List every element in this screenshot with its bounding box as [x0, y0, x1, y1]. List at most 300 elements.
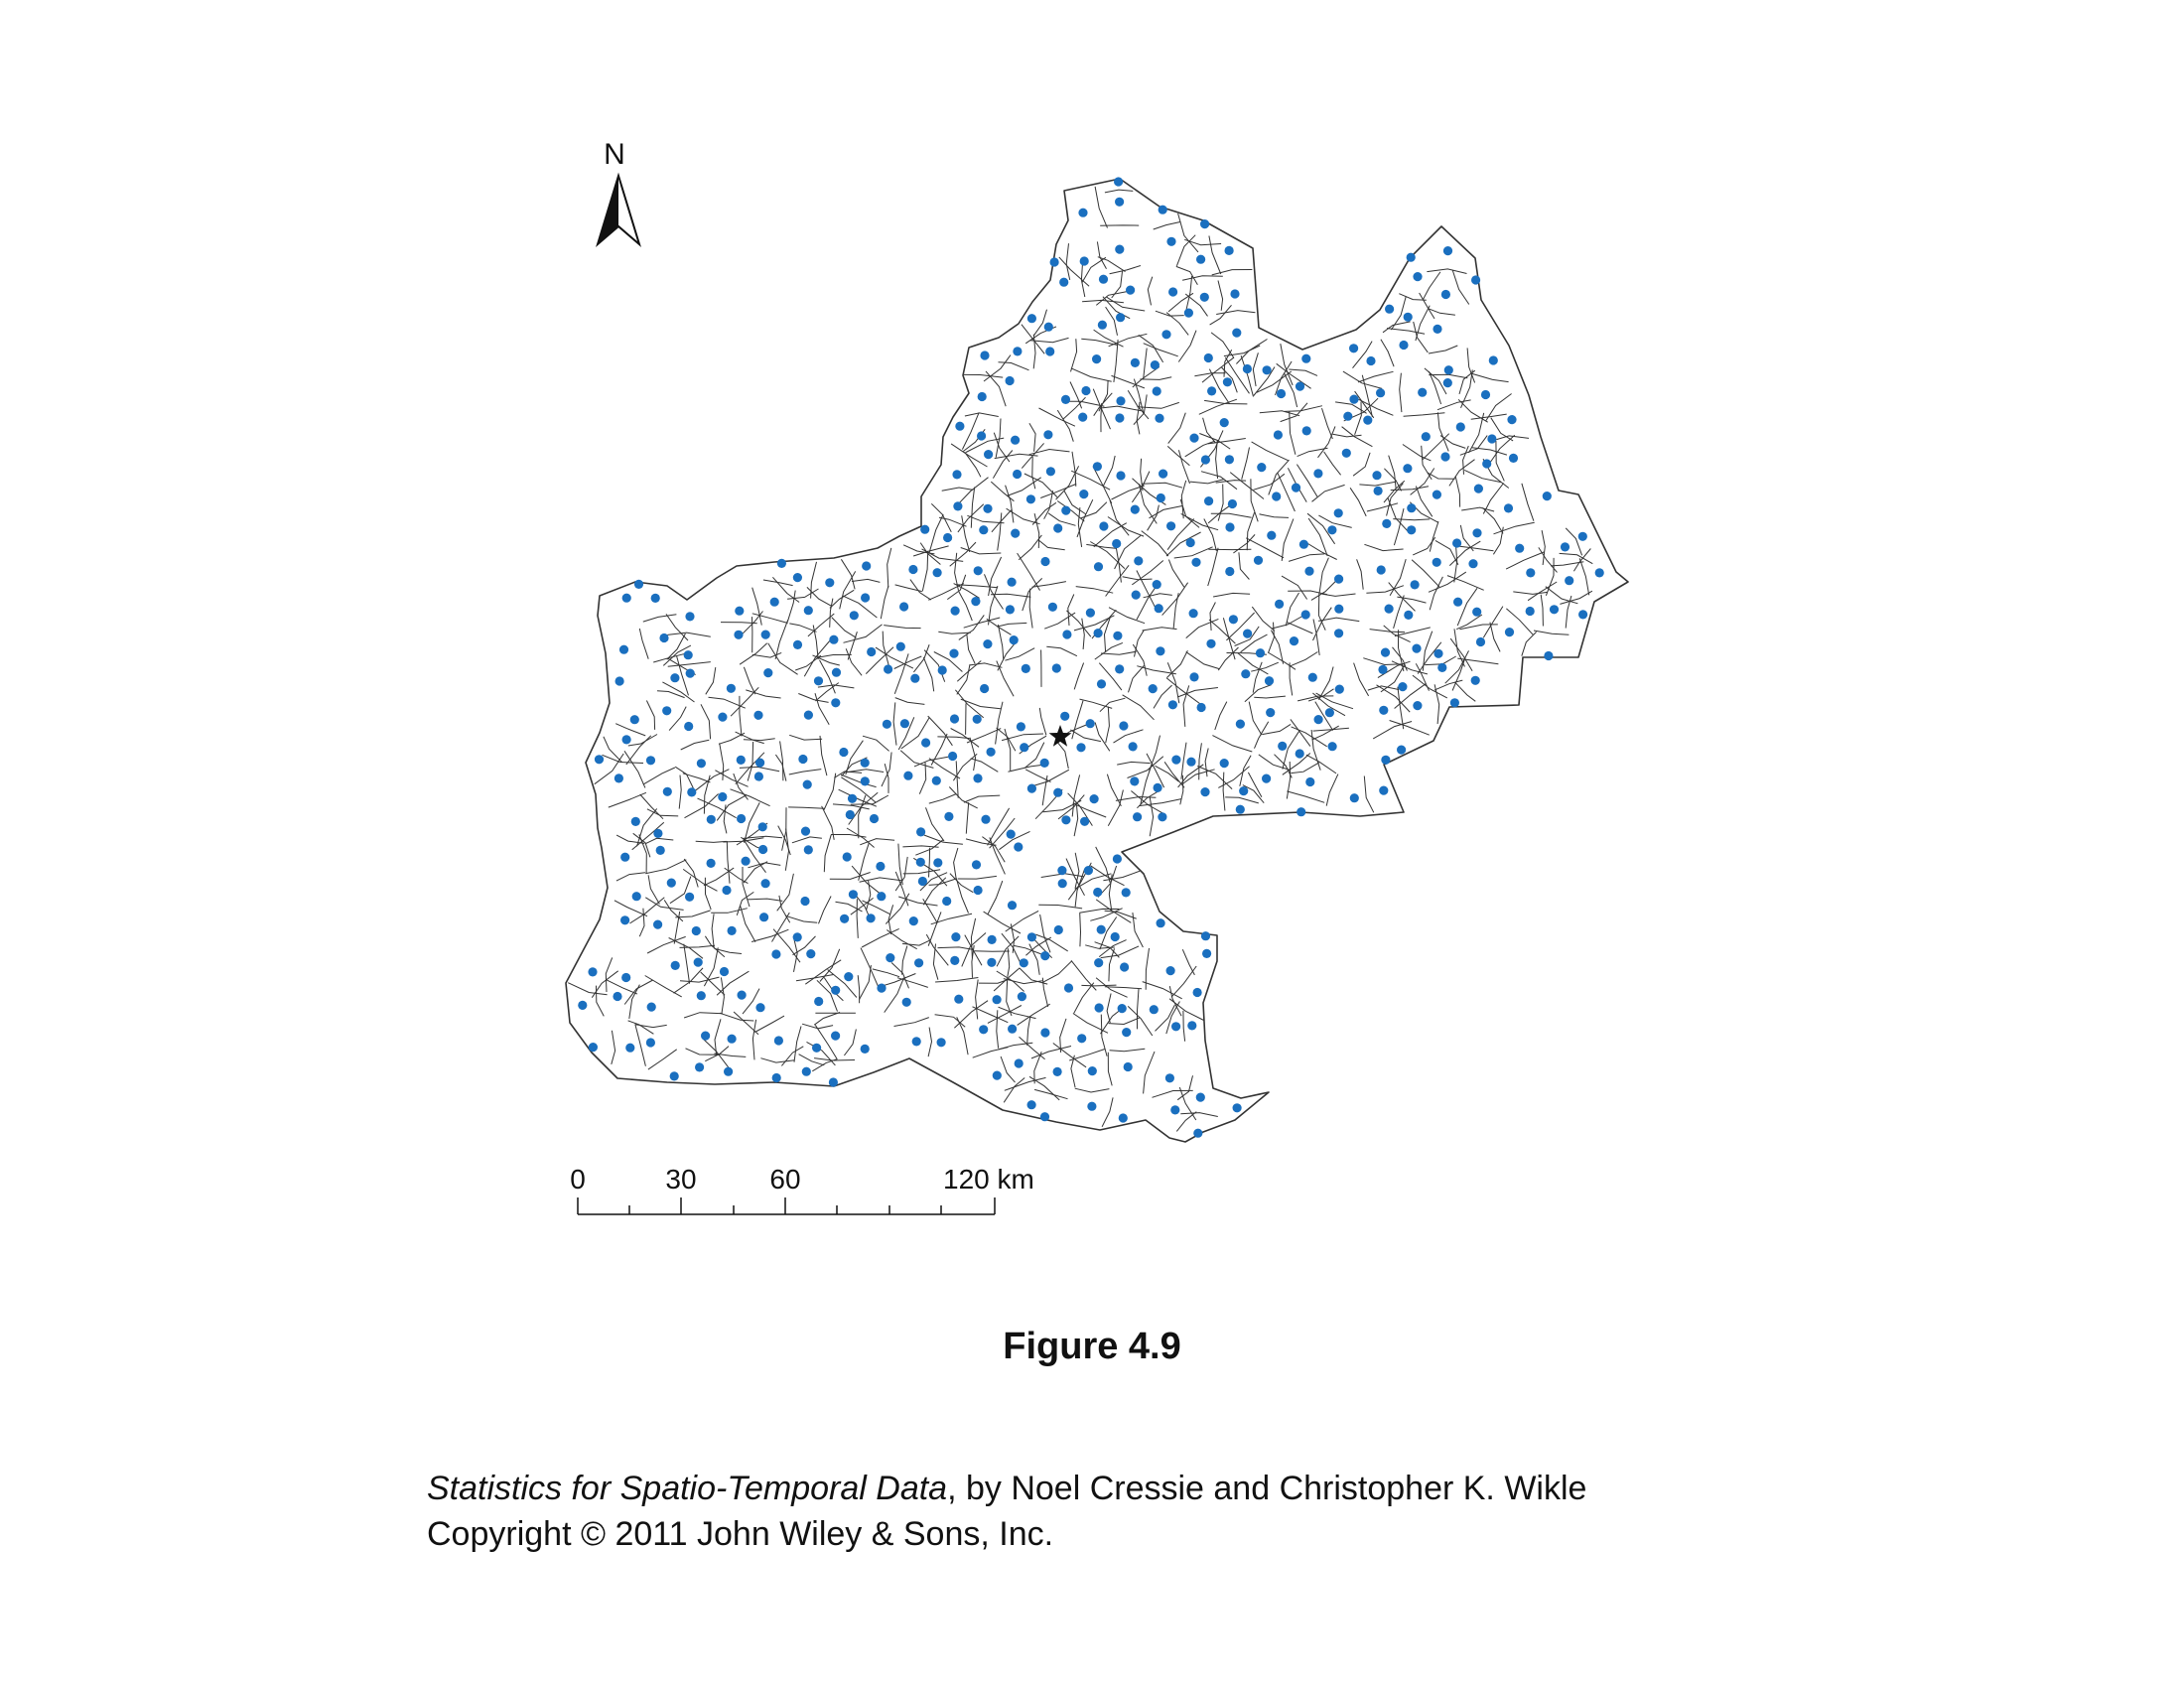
station-dot — [1363, 416, 1372, 425]
station-dot — [1010, 635, 1019, 644]
station-dot — [849, 890, 858, 899]
station-dot — [1565, 576, 1573, 585]
station-dot — [1171, 1022, 1180, 1031]
station-dot — [1026, 494, 1035, 503]
station-dot — [1119, 1113, 1128, 1122]
station-dot — [1008, 578, 1017, 587]
station-dot — [1223, 377, 1232, 386]
station-dot — [1013, 347, 1022, 355]
station-dot — [1131, 504, 1140, 513]
station-dot — [1334, 605, 1343, 614]
station-dot — [1267, 531, 1276, 540]
station-dot — [1044, 323, 1053, 332]
station-dot — [1328, 742, 1337, 751]
station-dot — [983, 504, 992, 513]
station-dot — [735, 607, 744, 616]
station-dot — [903, 772, 912, 780]
station-dot — [910, 674, 919, 683]
station-dot — [578, 1001, 587, 1010]
station-dot — [955, 422, 964, 431]
station-dot — [1204, 496, 1213, 505]
station-dot — [1275, 600, 1284, 609]
station-dot — [1433, 558, 1441, 567]
station-dot — [1398, 682, 1407, 691]
station-dot — [1116, 396, 1125, 405]
station-dot — [684, 650, 693, 659]
station-dot — [1325, 708, 1334, 717]
station-dot — [653, 920, 662, 929]
station-dot — [1078, 413, 1087, 422]
station-dot — [1189, 672, 1198, 681]
station-dot — [1433, 325, 1441, 334]
station-dot — [977, 431, 986, 440]
station-dot — [953, 501, 962, 510]
station-dot — [1122, 888, 1131, 897]
credit-block — [427, 1466, 1586, 1557]
station-dot — [912, 1037, 921, 1046]
station-dot — [952, 470, 961, 479]
station-dot — [1114, 177, 1123, 186]
station-dot — [1095, 1003, 1104, 1012]
station-dot — [615, 676, 624, 685]
station-dot — [886, 953, 894, 962]
station-dot — [1236, 805, 1245, 814]
station-dot — [685, 893, 694, 902]
station-dot — [1334, 629, 1343, 637]
station-dot — [621, 973, 630, 982]
station-dot — [949, 649, 958, 658]
station-dot — [755, 1003, 764, 1012]
station-dot — [1171, 756, 1180, 765]
station-dot — [1526, 607, 1535, 616]
station-dot — [1189, 609, 1198, 618]
station-dot — [659, 633, 668, 642]
station-dot — [1207, 386, 1216, 395]
scale-label-120: 120 km — [943, 1164, 1034, 1195]
station-dot — [728, 1035, 737, 1044]
station-dot — [921, 738, 930, 747]
station-dot — [932, 776, 941, 785]
station-dot — [944, 812, 953, 821]
station-dot — [1487, 434, 1496, 443]
station-dot — [1113, 632, 1122, 640]
station-dot — [1472, 608, 1481, 617]
station-dot — [1084, 866, 1093, 875]
station-dot — [1220, 759, 1229, 768]
station-dot — [1168, 287, 1177, 296]
station-dot — [701, 1032, 710, 1041]
station-dot — [793, 573, 802, 582]
station-dot — [948, 752, 957, 761]
station-dot — [1166, 521, 1175, 530]
station-dot — [1187, 1021, 1196, 1030]
station-dot — [1062, 630, 1071, 638]
station-dot — [1166, 237, 1175, 246]
station-dot — [684, 722, 693, 731]
station-dot — [1381, 648, 1390, 657]
station-dot — [1090, 794, 1099, 803]
station-dot — [656, 846, 665, 855]
station-dot — [1081, 386, 1090, 395]
station-dot — [1061, 815, 1070, 824]
station-dot — [1450, 698, 1459, 707]
station-dot — [1157, 918, 1165, 927]
station-dot — [1543, 492, 1552, 500]
station-dot — [938, 665, 947, 674]
station-dot — [692, 926, 701, 935]
station-dot — [1057, 866, 1066, 875]
station-dot — [1156, 646, 1164, 655]
station-dot — [1161, 330, 1170, 339]
station-dot — [1086, 719, 1095, 728]
station-dot — [1228, 499, 1237, 508]
station-dot — [908, 565, 917, 574]
station-dot — [1471, 676, 1480, 685]
station-dot — [1304, 567, 1313, 576]
station-dot — [761, 631, 770, 639]
station-dot — [667, 879, 676, 888]
station-dot — [1092, 354, 1101, 363]
station-dot — [1200, 219, 1209, 228]
station-dot — [884, 664, 892, 673]
scale-label-30: 30 — [665, 1164, 697, 1195]
station-dot — [631, 817, 640, 826]
station-dot — [831, 986, 840, 995]
station-dot — [1301, 354, 1310, 363]
station-dot — [1334, 508, 1343, 517]
station-dot — [613, 992, 621, 1001]
station-dot — [974, 886, 983, 895]
station-dot — [1130, 776, 1139, 785]
station-dot — [1266, 708, 1275, 717]
station-dot — [840, 914, 849, 923]
station-dot — [1301, 610, 1310, 619]
station-dot — [1366, 356, 1375, 365]
station-dot — [942, 897, 951, 906]
station-dot — [1018, 992, 1026, 1001]
scale-label-0: 0 — [570, 1164, 586, 1195]
station-dot — [1342, 449, 1351, 458]
station-dot — [1159, 206, 1167, 214]
station-dot — [804, 845, 813, 854]
station-dot — [1200, 787, 1209, 796]
station-dot — [1374, 487, 1383, 495]
station-dot — [1274, 430, 1283, 439]
station-dot — [1440, 452, 1449, 461]
station-dot — [1118, 1004, 1127, 1013]
station-dot — [978, 392, 987, 401]
station-dot — [1343, 412, 1352, 421]
station-dot — [1197, 703, 1206, 712]
station-dot — [1097, 925, 1106, 934]
station-dot — [916, 858, 925, 867]
station-dot — [1200, 293, 1209, 302]
station-dot — [1088, 1066, 1097, 1075]
station-dot — [1378, 665, 1387, 674]
station-dot — [1206, 639, 1215, 648]
station-dot — [831, 1032, 840, 1041]
station-dot — [1008, 1025, 1017, 1034]
station-dot — [987, 958, 996, 967]
station-dot — [804, 606, 813, 615]
station-dot — [1132, 591, 1141, 600]
station-dot — [1196, 1093, 1205, 1102]
station-dot — [686, 669, 695, 678]
station-dot — [1407, 253, 1416, 262]
station-dot — [984, 450, 993, 459]
station-dot — [1232, 329, 1241, 338]
station-dot — [1256, 648, 1265, 657]
station-dot — [718, 792, 727, 801]
station-dot — [846, 810, 855, 819]
station-dot — [1059, 278, 1068, 287]
station-dot — [1444, 365, 1453, 374]
station-dot — [861, 776, 870, 785]
station-dot — [877, 984, 886, 993]
book-title: Statistics for Spatio-Temporal Data — [427, 1470, 948, 1507]
station-dot — [759, 913, 768, 921]
station-dot — [1263, 365, 1272, 374]
station-dot — [1433, 649, 1442, 658]
station-dot — [1595, 568, 1604, 577]
station-dot — [1113, 854, 1122, 863]
station-dot — [1077, 1034, 1086, 1043]
station-dot — [1153, 386, 1161, 395]
station-dot — [1418, 388, 1427, 397]
station-dot — [734, 631, 743, 639]
station-dot — [1053, 788, 1062, 797]
station-dot — [1404, 313, 1413, 322]
station-dot — [803, 780, 812, 789]
station-dot — [647, 1003, 656, 1012]
station-dot — [1134, 556, 1143, 565]
station-dot — [1302, 426, 1311, 435]
station-dot — [1452, 538, 1461, 547]
station-dot — [1550, 605, 1559, 614]
station-dot — [1115, 198, 1124, 207]
station-dot — [777, 559, 786, 568]
station-dot — [1193, 988, 1202, 997]
station-dot — [1040, 759, 1049, 768]
station-dot — [1014, 842, 1023, 851]
station-dot — [1015, 1058, 1024, 1067]
station-dot — [1040, 951, 1049, 960]
station-dot — [1335, 685, 1344, 694]
station-dot — [625, 1044, 634, 1053]
station-dot — [1376, 388, 1385, 397]
station-dot — [1060, 712, 1069, 721]
station-dot — [728, 926, 737, 935]
station-dot — [831, 698, 840, 707]
station-dot — [1133, 812, 1142, 821]
station-dot — [774, 1036, 783, 1045]
station-dot — [844, 972, 853, 981]
station-dot — [653, 829, 662, 838]
station-dot — [1474, 485, 1483, 493]
station-dot — [1292, 484, 1300, 492]
north-arrow — [598, 138, 639, 244]
station-dot — [1468, 559, 1477, 568]
station-dot — [1166, 966, 1175, 975]
station-dot — [943, 533, 952, 542]
station-dot — [588, 967, 597, 976]
station-dot — [1229, 615, 1238, 624]
station-dot — [950, 956, 959, 965]
station-dot — [1011, 529, 1020, 538]
station-dot — [1191, 558, 1200, 567]
station-dot — [974, 566, 983, 575]
station-dot — [670, 1071, 679, 1080]
station-dot — [1372, 471, 1381, 480]
station-dot — [1098, 321, 1107, 330]
station-dot — [1080, 817, 1089, 826]
station-dot — [630, 715, 639, 724]
station-dot — [1313, 469, 1322, 478]
station-dot — [1115, 664, 1124, 673]
station-dot — [772, 1073, 781, 1082]
station-dot — [1027, 1100, 1036, 1109]
station-dot — [1116, 313, 1125, 322]
station-dot — [1020, 743, 1028, 752]
station-dot — [971, 597, 980, 606]
station-dot — [1048, 603, 1057, 612]
station-dot — [707, 815, 716, 824]
station-dot — [1202, 949, 1211, 958]
station-dot — [1233, 1103, 1242, 1112]
station-dot — [1040, 1028, 1049, 1037]
station-dot — [916, 827, 925, 836]
station-dot — [697, 991, 706, 1000]
station-dot — [1526, 568, 1535, 577]
station-dot — [900, 719, 909, 728]
station-dot — [1193, 1129, 1202, 1138]
station-dot — [979, 525, 988, 534]
station-dot — [1058, 879, 1067, 888]
station-dot — [1377, 565, 1386, 574]
station-dot — [979, 1025, 988, 1034]
station-dot — [685, 612, 694, 621]
station-dot — [814, 676, 823, 685]
station-dot — [1561, 542, 1570, 551]
station-dot — [651, 594, 660, 603]
station-dot — [727, 684, 736, 693]
station-dot — [861, 593, 870, 602]
station-dot — [987, 748, 996, 757]
station-dot — [867, 647, 876, 656]
station-dot — [1262, 774, 1271, 783]
station-dot — [1257, 463, 1266, 472]
station-dot — [695, 1062, 704, 1071]
station-dot — [1165, 1073, 1174, 1082]
station-dot — [758, 822, 767, 831]
station-dot — [1443, 246, 1452, 255]
station-dot — [620, 915, 629, 924]
station-dot — [1153, 580, 1161, 589]
station-dot — [753, 711, 762, 720]
station-dot — [589, 1043, 598, 1052]
station-dot — [742, 857, 751, 866]
station-dot — [1122, 1028, 1131, 1037]
station-dot — [1027, 314, 1036, 323]
station-dot — [1008, 901, 1017, 910]
station-dot — [933, 568, 942, 577]
station-dot — [1422, 432, 1431, 441]
station-dot — [1578, 532, 1587, 541]
station-dot — [793, 640, 802, 649]
station-dot — [1225, 522, 1234, 531]
station-dot — [1204, 353, 1213, 362]
station-dot — [1027, 784, 1036, 793]
station-dot — [1230, 289, 1239, 298]
station-dot — [1472, 528, 1481, 537]
station-dot — [993, 1071, 1002, 1080]
station-dot — [1504, 503, 1513, 512]
scale-bar-line — [578, 1197, 995, 1214]
station-dot — [1040, 557, 1049, 566]
station-dot — [1129, 742, 1138, 751]
station-dot — [1201, 931, 1210, 940]
station-dot — [1404, 611, 1413, 620]
station-dot — [1149, 684, 1158, 693]
station-dot — [755, 759, 764, 768]
station-dot — [1046, 467, 1055, 476]
station-dot — [761, 879, 770, 888]
station-dot — [1236, 720, 1245, 729]
book-authors: , by Noel Cressie and Christopher K. Wikle — [947, 1470, 1587, 1507]
station-dot — [1155, 604, 1163, 613]
station-dot — [1381, 756, 1390, 765]
scale-bar — [570, 1164, 1034, 1214]
station-dot — [1099, 275, 1108, 284]
station-dot — [1027, 932, 1036, 941]
station-dot — [973, 715, 982, 724]
station-dot — [1272, 492, 1281, 500]
station-dot — [883, 720, 891, 729]
station-dot — [1296, 749, 1304, 758]
station-dot — [800, 897, 809, 906]
station-dot — [1327, 525, 1336, 534]
station-dot — [1006, 376, 1015, 385]
north-arrow-label: N — [604, 138, 625, 171]
station-dot — [737, 756, 746, 765]
station-dot — [1456, 422, 1465, 431]
station-dot — [1385, 305, 1394, 314]
station-dot — [671, 961, 680, 970]
station-dot — [707, 859, 716, 868]
station-dot — [1151, 360, 1160, 369]
station-dot — [697, 759, 706, 768]
station-dot — [1094, 562, 1103, 571]
station-dot — [1007, 830, 1016, 839]
station-dot — [951, 932, 960, 941]
station-dot — [848, 794, 857, 803]
station-dot — [981, 815, 990, 824]
station-dot — [1080, 256, 1089, 265]
station-dot — [850, 611, 859, 620]
station-dot — [914, 958, 923, 967]
station-dot — [770, 598, 779, 607]
station-dot — [801, 827, 810, 836]
station-dot — [1299, 540, 1308, 549]
station-dot — [1453, 598, 1462, 607]
station-dot — [1305, 777, 1314, 786]
station-dot — [1399, 341, 1408, 350]
station-dot — [950, 714, 959, 723]
station-dot — [1441, 290, 1450, 299]
station-dot — [1022, 664, 1030, 673]
station-dot — [722, 886, 731, 895]
station-dot — [1186, 758, 1195, 767]
